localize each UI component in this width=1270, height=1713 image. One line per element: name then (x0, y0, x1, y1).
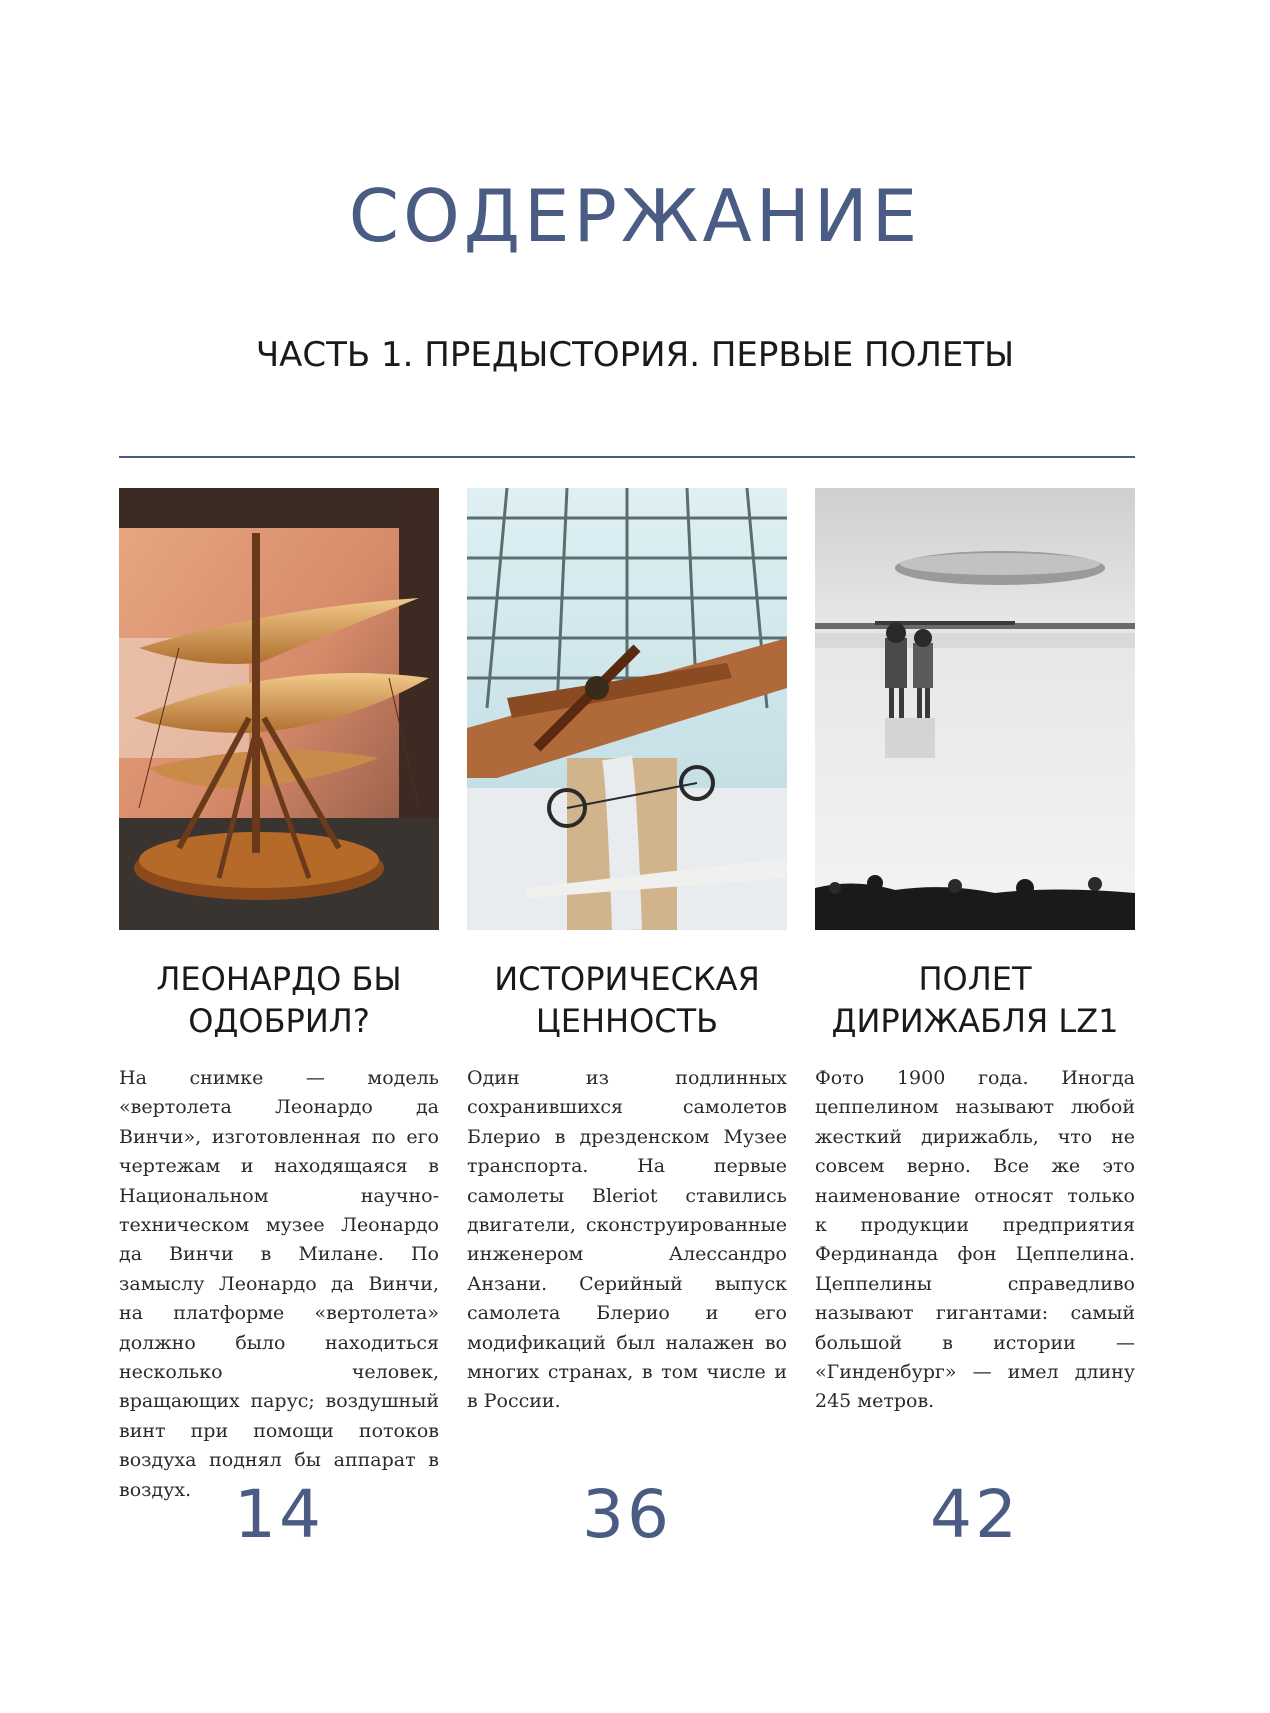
entry-heading: ИСТОРИЧЕСКАЯ ЦЕННОСТЬ (494, 960, 760, 1040)
entry-text: Один из подлинных сохранившихся самолетов Блерио в дрезденском Музее транспорта. На первые самолеты Bleriot ставились двигатели, сконструированные инженером Алессандро Анзани. Серийный выпуск самолета Блерио и его модификаций был налажен во многих странах, в том числе и в России. (467, 1067, 787, 1413)
entry-heading: ЛЕОНАРДО БЫ ОДОБРИЛ? (156, 960, 402, 1040)
entry-text: На снимке — модель «вертолета Леонардо да Винчи», изготовленная по его чертежам и находящаяся в Национальном научно-техническом музее Леонардо да Винчи в Милане. По замыслу Леонардо да Винчи, на платформе «вертолета» должно было находиться несколько человек, вращающих парус; воздушный винт при помощи потоков воздуха поднял бы аппарат в воздух. (119, 1067, 439, 1501)
entry-heading: ПОЛЕТ ДИРИЖАБЛЯ LZ1 (831, 960, 1119, 1040)
toc-entry[interactable] (815, 488, 1135, 1417)
page-number[interactable]: 42 (930, 1476, 1020, 1553)
toc-entry[interactable] (467, 488, 787, 1417)
divider (119, 456, 1135, 458)
zeppelin-lz1-flight-photo (815, 488, 1135, 930)
toc-entry[interactable] (119, 488, 439, 1505)
page-number[interactable]: 36 (582, 1476, 672, 1553)
leonardo-helicopter-model-photo (119, 488, 439, 930)
entry-text: Фото 1900 года. Иногда цеппелином называют любой жесткий дирижабль, что не совсем верно. Все же это наименование относят только к продукции предприятия Фердинанда фон Цеппелина. Цеппелины справедливо называют гигантами: самый большой в истории — «Гинденбург» — имел длину 245 метров. (815, 1067, 1135, 1413)
page-number[interactable]: 14 (234, 1476, 324, 1553)
bleriot-airplane-museum-photo (467, 488, 787, 930)
part-title: ЧАСТЬ 1. ПРЕДЫСТОРИЯ. ПЕРВЫЕ ПОЛЕТЫ (255, 335, 1015, 375)
page-title: СОДЕРЖАНИЕ (348, 174, 922, 258)
